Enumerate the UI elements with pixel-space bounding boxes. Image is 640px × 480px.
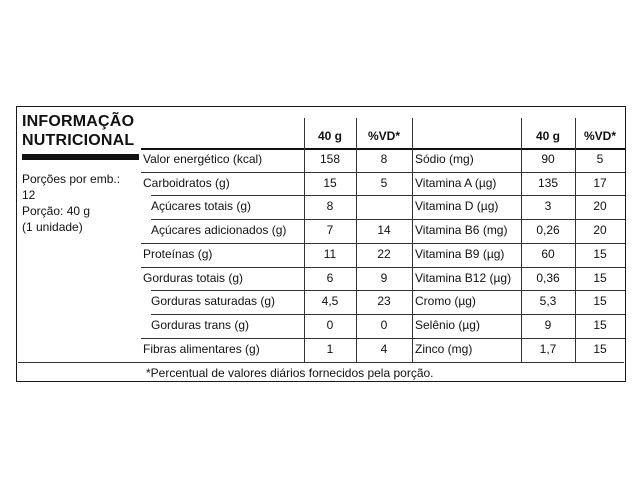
row-divider [412, 243, 625, 244]
left-amount-header: 40 g [317, 129, 342, 143]
servings-per-pack-value: 12 [22, 188, 36, 202]
nutrient-dv: 15 [593, 247, 607, 261]
row-divider [141, 267, 412, 268]
nutrient-dv: 17 [593, 176, 607, 190]
row-divider [412, 267, 625, 268]
right-amount-header: 40 g [535, 129, 560, 143]
nutrient-amount: 6 [326, 271, 334, 285]
row-divider [412, 314, 625, 315]
nutrient-name: Sódio (mg) [415, 152, 474, 166]
nutrient-dv: 5 [596, 152, 604, 166]
nutrient-dv: 5 [380, 176, 388, 190]
header-divider [141, 148, 625, 150]
nutrient-amount: 90 [541, 152, 555, 166]
nutrient-amount: 11 [323, 247, 337, 261]
footnote-divider [18, 362, 624, 363]
nutrient-name: Carboidratos (g) [143, 176, 230, 190]
nutrient-amount: 135 [537, 176, 559, 190]
row-divider [151, 314, 412, 315]
nutrient-dv: 4 [380, 342, 388, 356]
nutrient-dv: 15 [593, 342, 607, 356]
nutrient-dv: 22 [377, 247, 391, 261]
portion-unit: (1 unidade) [22, 220, 83, 234]
title-underline-bar [22, 154, 139, 160]
nutrient-dv: 8 [380, 152, 388, 166]
nutrient-amount: 8 [326, 199, 334, 213]
left-dv-header: %VD* [367, 129, 400, 143]
nutrient-amount: 9 [544, 318, 552, 332]
label-title [22, 112, 142, 150]
nutrient-name: Açúcares totais (g) [151, 199, 252, 213]
row-divider [412, 338, 625, 339]
row-divider [141, 243, 412, 244]
column-divider [412, 118, 413, 363]
nutrient-name: Cromo (µg) [415, 294, 476, 308]
nutrient-amount: 1 [326, 342, 334, 356]
row-divider [412, 219, 625, 220]
nutrient-dv: 15 [593, 271, 607, 285]
nutrient-name: Gorduras trans (g) [151, 318, 250, 332]
servings-per-pack-label: Porções por emb.: [22, 172, 121, 186]
nutrient-name: Vitamina B6 (mg) [415, 223, 508, 237]
title-line-2: NUTRICIONAL [22, 132, 135, 149]
row-divider [141, 172, 412, 173]
nutrient-dv: 20 [593, 199, 607, 213]
row-divider [412, 290, 625, 291]
nutrient-amount: 60 [541, 247, 555, 261]
nutrient-name: Valor energético (kcal) [143, 152, 263, 166]
nutrient-name: Proteínas (g) [143, 247, 213, 261]
footnote: *Percentual de valores diários fornecidos pela porção. [146, 366, 434, 380]
row-divider [151, 219, 412, 220]
portion-size: Porção: 40 g [22, 204, 91, 218]
nutrient-amount: 15 [323, 176, 337, 190]
nutrient-amount: 3 [544, 199, 552, 213]
nutrient-name: Gorduras saturadas (g) [151, 294, 276, 308]
nutrient-dv: 20 [593, 223, 607, 237]
nutrient-dv: 0 [380, 318, 388, 332]
nutrient-dv: 14 [377, 223, 391, 237]
nutrient-amount: 4,5 [321, 294, 339, 308]
nutrient-name: Selênio (µg) [415, 318, 480, 332]
nutrient-amount: 1,7 [539, 342, 557, 356]
nutrient-name: Vitamina B12 (µg) [415, 271, 512, 285]
nutrient-dv: 15 [593, 318, 607, 332]
nutrient-amount: 7 [326, 223, 334, 237]
nutrient-name: Vitamina A (µg) [415, 176, 497, 190]
right-dv-header: %VD* [583, 129, 616, 143]
nutrient-amount: 0 [326, 318, 334, 332]
nutrient-dv: 15 [593, 294, 607, 308]
row-divider [412, 195, 625, 196]
nutrient-amount: 5,3 [539, 294, 557, 308]
nutrient-name: Zinco (mg) [415, 342, 473, 356]
row-divider [412, 172, 625, 173]
row-divider [151, 195, 412, 196]
nutrient-name: Fibras alimentares (g) [143, 342, 260, 356]
nutrient-dv: 9 [380, 271, 388, 285]
nutrient-name: Vitamina B9 (µg) [415, 247, 505, 261]
nutrient-amount: 0,26 [536, 223, 560, 237]
nutrient-name: Açúcares adicionados (g) [151, 223, 287, 237]
row-divider [141, 338, 412, 339]
nutrient-amount: 0,36 [536, 271, 560, 285]
nutrient-name: Gorduras totais (g) [143, 271, 244, 285]
title-line-1: INFORMAÇÃO [22, 113, 135, 130]
nutrient-name: Vitamina D (µg) [415, 199, 499, 213]
nutrient-dv: 23 [377, 294, 391, 308]
row-divider [151, 290, 412, 291]
nutrient-amount: 158 [319, 152, 341, 166]
servings-info [22, 171, 120, 235]
